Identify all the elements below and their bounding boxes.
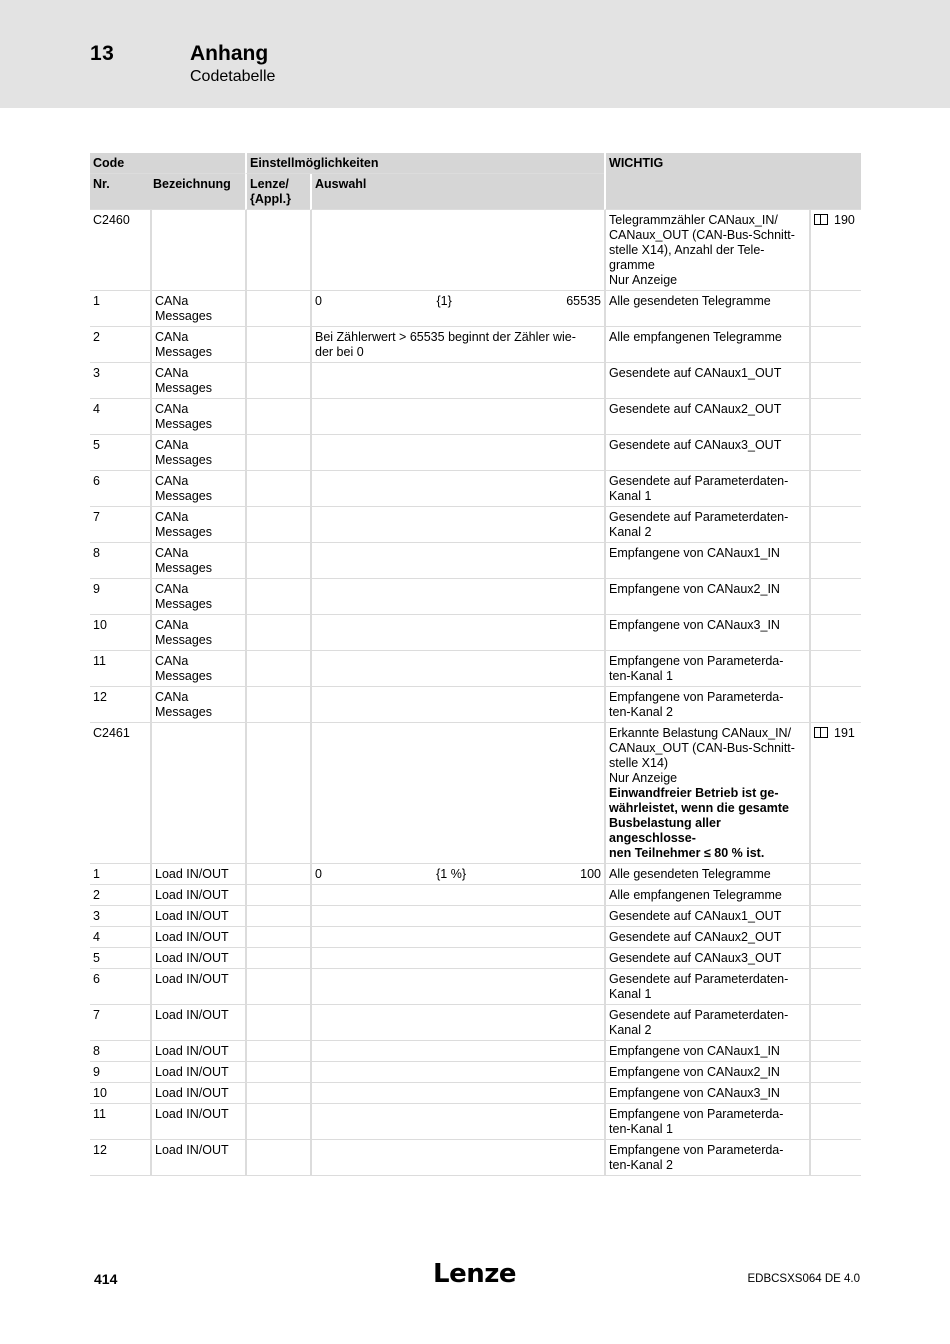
book-icon [814, 727, 828, 738]
empty-cell [809, 615, 861, 651]
subcode-info: Alle gesendeten Telegramme [604, 864, 809, 885]
selection-cell [310, 885, 604, 906]
selection-cell [310, 471, 604, 507]
book-icon [814, 214, 828, 225]
subcode-info: Empfangene von CANaux3_IN [604, 615, 809, 651]
code-row-c2460 [90, 210, 861, 291]
table-body [90, 210, 861, 1176]
selection-min: 0 [315, 867, 322, 881]
code-id: C2461 [90, 723, 150, 864]
chapter-header [0, 0, 950, 108]
table-row [90, 471, 861, 507]
table-row [90, 927, 861, 948]
lenze-cell [245, 885, 310, 906]
subcode-info: Gesendete auf Parameterdaten- Kanal 1 [604, 969, 809, 1005]
subcode-name: Load IN/OUT [150, 885, 245, 906]
table-row [90, 327, 861, 363]
selection-cell [310, 543, 604, 579]
empty-cell [809, 885, 861, 906]
empty-cell [245, 210, 310, 291]
code-id: C2460 [90, 210, 150, 291]
subcode-nr: 1 [90, 864, 150, 885]
subcode-info: Gesendete auf Parameterdaten- Kanal 1 [604, 471, 809, 507]
description-note-bold: Einwandfreier Betrieb ist ge- währleistet, wenn die gesamte Busbelastung aller angeschlosse- nen Teilnehmer ≤ 80 % ist. [609, 786, 789, 860]
empty-cell [809, 906, 861, 927]
lenze-cell [245, 579, 310, 615]
code-row-c2461 [90, 723, 861, 864]
selection-cell [310, 864, 604, 885]
subcode-nr: 2 [90, 327, 150, 363]
selection-cell [310, 1104, 604, 1140]
selection-cell [310, 615, 604, 651]
empty-cell [809, 1140, 861, 1176]
empty-cell [809, 927, 861, 948]
subcode-name: Load IN/OUT [150, 927, 245, 948]
table-row [90, 615, 861, 651]
subcode-name: Load IN/OUT [150, 969, 245, 1005]
subcode-nr: 5 [90, 948, 150, 969]
empty-cell [809, 435, 861, 471]
subcode-nr: 9 [90, 579, 150, 615]
empty-cell [809, 507, 861, 543]
subcode-nr: 7 [90, 1005, 150, 1041]
subcode-name: Load IN/OUT [150, 864, 245, 885]
selection-note: Bei Zählerwert > 65535 beginnt der Zähler wie- der bei 0 [315, 330, 576, 359]
subcode-nr: 5 [90, 435, 150, 471]
table-row [90, 687, 861, 723]
empty-cell [809, 399, 861, 435]
subcode-info: Alle empfangenen Telegramme [604, 885, 809, 906]
subcode-name: CANa Messages [150, 291, 245, 327]
col-header-selection: Auswahl [310, 174, 604, 210]
subcode-nr: 12 [90, 687, 150, 723]
lenze-cell [245, 1041, 310, 1062]
lenze-cell [245, 435, 310, 471]
table-row [90, 969, 861, 1005]
subcode-nr: 1 [90, 291, 150, 327]
subcode-nr: 6 [90, 471, 150, 507]
subcode-info: Gesendete auf CANaux1_OUT [604, 363, 809, 399]
table-row [90, 1140, 861, 1176]
subcode-info: Empfangene von Parameterda- ten-Kanal 2 [604, 1140, 809, 1176]
selection-cell [310, 651, 604, 687]
chapter-subtitle: Codetabelle [190, 68, 276, 85]
selection-cell [310, 687, 604, 723]
empty-cell [809, 687, 861, 723]
table-row [90, 543, 861, 579]
lenze-cell [245, 399, 310, 435]
lenze-cell [245, 543, 310, 579]
lenze-cell [245, 651, 310, 687]
table-row [90, 435, 861, 471]
subcode-name: Load IN/OUT [150, 1041, 245, 1062]
subcode-info: Empfangene von CANaux2_IN [604, 1062, 809, 1083]
selection-max: 65535 [566, 294, 601, 308]
lenze-cell [245, 1104, 310, 1140]
empty-cell [809, 1083, 861, 1104]
selection-cell [310, 579, 604, 615]
table-row [90, 1041, 861, 1062]
selection-range [315, 867, 601, 882]
lenze-cell [245, 906, 310, 927]
subcode-name: CANa Messages [150, 471, 245, 507]
lenze-cell [245, 969, 310, 1005]
table-row [90, 906, 861, 927]
subcode-nr: 3 [90, 906, 150, 927]
subcode-info: Gesendete auf CANaux2_OUT [604, 927, 809, 948]
page-number: 414 [94, 1271, 118, 1287]
table-row [90, 1083, 861, 1104]
empty-cell [809, 969, 861, 1005]
selection-range [315, 294, 601, 309]
subcode-nr: 4 [90, 399, 150, 435]
empty-cell [809, 291, 861, 327]
selection-cell [310, 927, 604, 948]
subcode-nr: 10 [90, 1083, 150, 1104]
subcode-info: Gesendete auf CANaux2_OUT [604, 399, 809, 435]
selection-cell [310, 948, 604, 969]
lenze-cell [245, 687, 310, 723]
col-header-name: Bezeichnung [150, 174, 245, 210]
empty-cell [809, 543, 861, 579]
subcode-info: Empfangene von CANaux1_IN [604, 1041, 809, 1062]
selection-cell [310, 1083, 604, 1104]
subcode-name: CANa Messages [150, 399, 245, 435]
subcode-info: Gesendete auf Parameterdaten- Kanal 2 [604, 1005, 809, 1041]
empty-cell [809, 1041, 861, 1062]
empty-cell [809, 1005, 861, 1041]
empty-cell [310, 723, 604, 864]
empty-cell [245, 723, 310, 864]
subcode-name: CANa Messages [150, 651, 245, 687]
subcode-info: Empfangene von Parameterda- ten-Kanal 1 [604, 1104, 809, 1140]
lenze-cell [245, 363, 310, 399]
col-header-important: WICHTIG [604, 153, 861, 210]
lenze-cell [245, 1062, 310, 1083]
chapter-title: Anhang [190, 42, 269, 65]
chapter-number: 13 [90, 42, 115, 65]
code-description [604, 210, 809, 291]
table-row [90, 651, 861, 687]
subcode-info: Gesendete auf CANaux1_OUT [604, 906, 809, 927]
subcode-info: Alle gesendeten Telegramme [604, 291, 809, 327]
subcode-nr: 12 [90, 1140, 150, 1176]
empty-cell [310, 210, 604, 291]
lenze-cell [245, 1140, 310, 1176]
selection-cell [310, 1140, 604, 1176]
empty-cell [809, 471, 861, 507]
subcode-name: CANa Messages [150, 579, 245, 615]
col-header-nr: Nr. [90, 174, 150, 210]
table-row [90, 579, 861, 615]
document-id: EDBCSXS064 DE 4.0 [747, 1273, 860, 1285]
empty-cell [809, 1062, 861, 1083]
code-table [90, 153, 861, 1176]
page-reference[interactable] [809, 210, 861, 291]
selection-cell [310, 327, 604, 363]
subcode-name: Load IN/OUT [150, 906, 245, 927]
selection-cell [310, 291, 604, 327]
lenze-logo: Lenze [433, 1259, 516, 1289]
header-row-1 [90, 153, 861, 174]
subcode-name: CANa Messages [150, 507, 245, 543]
subcode-info: Alle empfangenen Telegramme [604, 327, 809, 363]
subcode-name: Load IN/OUT [150, 1062, 245, 1083]
selection-cell [310, 1062, 604, 1083]
selection-default: {1 %} [436, 867, 466, 881]
empty-cell [809, 864, 861, 885]
reference-page: 190 [834, 213, 855, 227]
table-row [90, 507, 861, 543]
subcode-nr: 3 [90, 363, 150, 399]
lenze-cell [245, 507, 310, 543]
lenze-cell [245, 1083, 310, 1104]
selection-cell [310, 1041, 604, 1062]
empty-cell [809, 579, 861, 615]
subcode-name: Load IN/OUT [150, 948, 245, 969]
subcode-name: CANa Messages [150, 327, 245, 363]
subcode-info: Empfangene von CANaux1_IN [604, 543, 809, 579]
subcode-name: CANa Messages [150, 687, 245, 723]
empty-cell [809, 948, 861, 969]
col-header-lenze-appl: Lenze/ {Appl.} [245, 174, 310, 210]
selection-max: 100 [580, 867, 602, 881]
selection-cell [310, 969, 604, 1005]
subcode-name: CANa Messages [150, 363, 245, 399]
subcode-nr: 10 [90, 615, 150, 651]
selection-min: 0 [315, 294, 322, 308]
subcode-name: CANa Messages [150, 543, 245, 579]
subcode-nr: 6 [90, 969, 150, 1005]
subcode-nr: 11 [90, 1104, 150, 1140]
table-row [90, 399, 861, 435]
subcode-name: CANa Messages [150, 615, 245, 651]
selection-default: {1} [436, 294, 452, 308]
subcode-nr: 7 [90, 507, 150, 543]
subcode-info: Empfangene von CANaux2_IN [604, 579, 809, 615]
subcode-info: Empfangene von CANaux3_IN [604, 1083, 809, 1104]
subcode-nr: 8 [90, 543, 150, 579]
description-text: Telegrammzähler CANaux_IN/ CANaux_OUT (CAN-Bus-Schnitt- stelle X14), Anzahl der Tele- gramme Nur Anzeige [609, 213, 795, 287]
empty-cell [809, 327, 861, 363]
lenze-cell [245, 291, 310, 327]
empty-cell [150, 723, 245, 864]
description-text: Erkannte Belastung CANaux_IN/ CANaux_OUT (CAN-Bus-Schnitt- stelle X14) Nur Anzeige [609, 726, 795, 785]
lenze-cell [245, 327, 310, 363]
table-row [90, 1104, 861, 1140]
table-row [90, 291, 861, 327]
table-row [90, 885, 861, 906]
empty-cell [150, 210, 245, 291]
col-header-code: Code [90, 153, 245, 174]
empty-cell [809, 363, 861, 399]
reference-page: 191 [834, 726, 855, 740]
subcode-name: CANa Messages [150, 435, 245, 471]
lenze-cell [245, 471, 310, 507]
selection-cell [310, 507, 604, 543]
subcode-nr: 11 [90, 651, 150, 687]
subcode-nr: 9 [90, 1062, 150, 1083]
subcode-nr: 4 [90, 927, 150, 948]
code-description [604, 723, 809, 864]
subcode-nr: 8 [90, 1041, 150, 1062]
subcode-name: Load IN/OUT [150, 1140, 245, 1176]
lenze-cell [245, 864, 310, 885]
table-row [90, 864, 861, 885]
table-row [90, 1005, 861, 1041]
table-row [90, 363, 861, 399]
lenze-cell [245, 1005, 310, 1041]
empty-cell [809, 651, 861, 687]
page-reference[interactable] [809, 723, 861, 864]
table-row [90, 948, 861, 969]
selection-cell [310, 363, 604, 399]
subcode-name: Load IN/OUT [150, 1083, 245, 1104]
subcode-info: Gesendete auf Parameterdaten- Kanal 2 [604, 507, 809, 543]
empty-cell [809, 1104, 861, 1140]
selection-cell [310, 435, 604, 471]
subcode-nr: 2 [90, 885, 150, 906]
lenze-cell [245, 948, 310, 969]
subcode-name: Load IN/OUT [150, 1104, 245, 1140]
selection-cell [310, 1005, 604, 1041]
subcode-info: Gesendete auf CANaux3_OUT [604, 948, 809, 969]
selection-cell [310, 399, 604, 435]
subcode-info: Empfangene von Parameterda- ten-Kanal 1 [604, 651, 809, 687]
selection-cell [310, 906, 604, 927]
col-header-settings: Einstellmöglichkeiten [245, 153, 604, 174]
lenze-cell [245, 927, 310, 948]
subcode-info: Empfangene von Parameterda- ten-Kanal 2 [604, 687, 809, 723]
lenze-cell [245, 615, 310, 651]
subcode-name: Load IN/OUT [150, 1005, 245, 1041]
subcode-info: Gesendete auf CANaux3_OUT [604, 435, 809, 471]
table-row [90, 1062, 861, 1083]
